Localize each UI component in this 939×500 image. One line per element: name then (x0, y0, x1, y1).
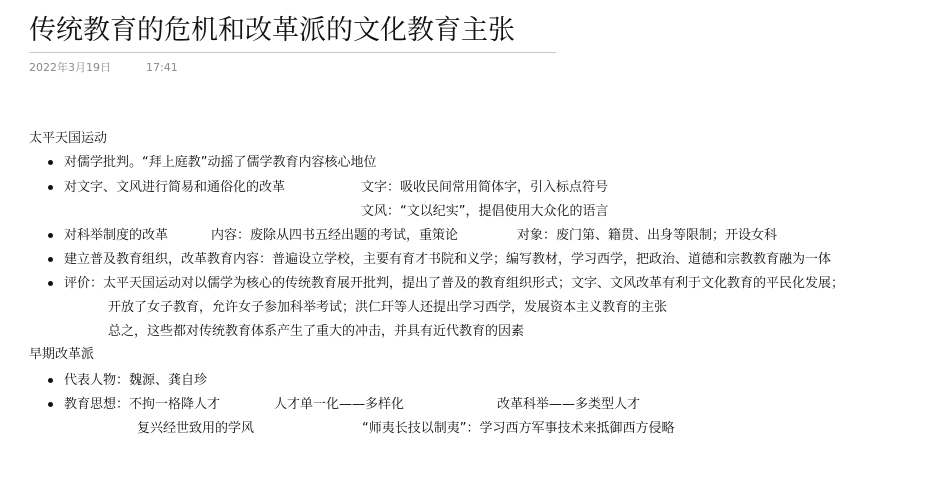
bullet (48, 402, 53, 407)
list-item: 评价：太平天国运动对以儒学为核心的传统教育展开批判，提出了普及的教育组织形式；文字、文风改革有利于文化教育的平民化发展； (64, 276, 845, 291)
list-item-continuation: 开放了女子教育，允许女子参加科举考试；洪仁玕等人还提出学习西学，发展资本主义教育的主张 (108, 300, 668, 315)
list-item: 教育思想：不拘一格降人才 (64, 397, 221, 412)
list-item: 代表人物：魏源、龚自珍 (64, 373, 208, 388)
note-time: 17:41 (146, 61, 178, 74)
list-item: 对科举制度的改革 (64, 228, 169, 243)
list-item-detail: 文字：吸收民间常用简体字，引入标点符号 (361, 180, 609, 195)
bullet (48, 160, 53, 165)
bullet (48, 233, 53, 238)
bullet (48, 185, 53, 190)
list-item-detail: 内容：废除从四书五经出题的考试，重策论 (211, 228, 459, 243)
list-item: 对文字、文风进行简易和通俗化的改革 (64, 180, 286, 195)
list-item-detail: 人才单一化——多样化 (274, 397, 405, 412)
page-title: 传统教育的危机和改革派的文化教育主张 (29, 15, 515, 46)
section-heading-taiping: 太平天国运动 (29, 131, 108, 146)
list-item-detail: “师夷长技以制夷”：学习西方军事技术来抵御西方侵略 (362, 421, 675, 436)
list-item-detail: 对象：废门第、籍贯、出身等限制；开设女科 (517, 228, 778, 243)
list-item-detail: 改革科举——多类型人才 (497, 397, 641, 412)
note-date: 2022年3月19日 (29, 61, 111, 74)
list-item-detail: 文风：“文以纪实”，提倡使用大众化的语言 (361, 204, 609, 219)
bullet (48, 378, 53, 383)
section-heading-early-reformers: 早期改革派 (29, 347, 95, 362)
list-item-detail: 复兴经世致用的学风 (137, 421, 255, 436)
bullet (48, 281, 53, 286)
bullet (48, 257, 53, 262)
list-item: 对儒学批判。“拜上庭教”动摇了儒学教育内容核心地位 (64, 155, 377, 170)
list-item-continuation: 总之，这些都对传统教育体系产生了重大的冲击，并具有近代教育的因素 (108, 324, 525, 339)
list-item: 建立普及教育组织，改革教育内容：普遍设立学校，主要有育才书院和义学；编写教材，学习西学，把政治、道德和宗教教育融为一体 (64, 252, 832, 267)
